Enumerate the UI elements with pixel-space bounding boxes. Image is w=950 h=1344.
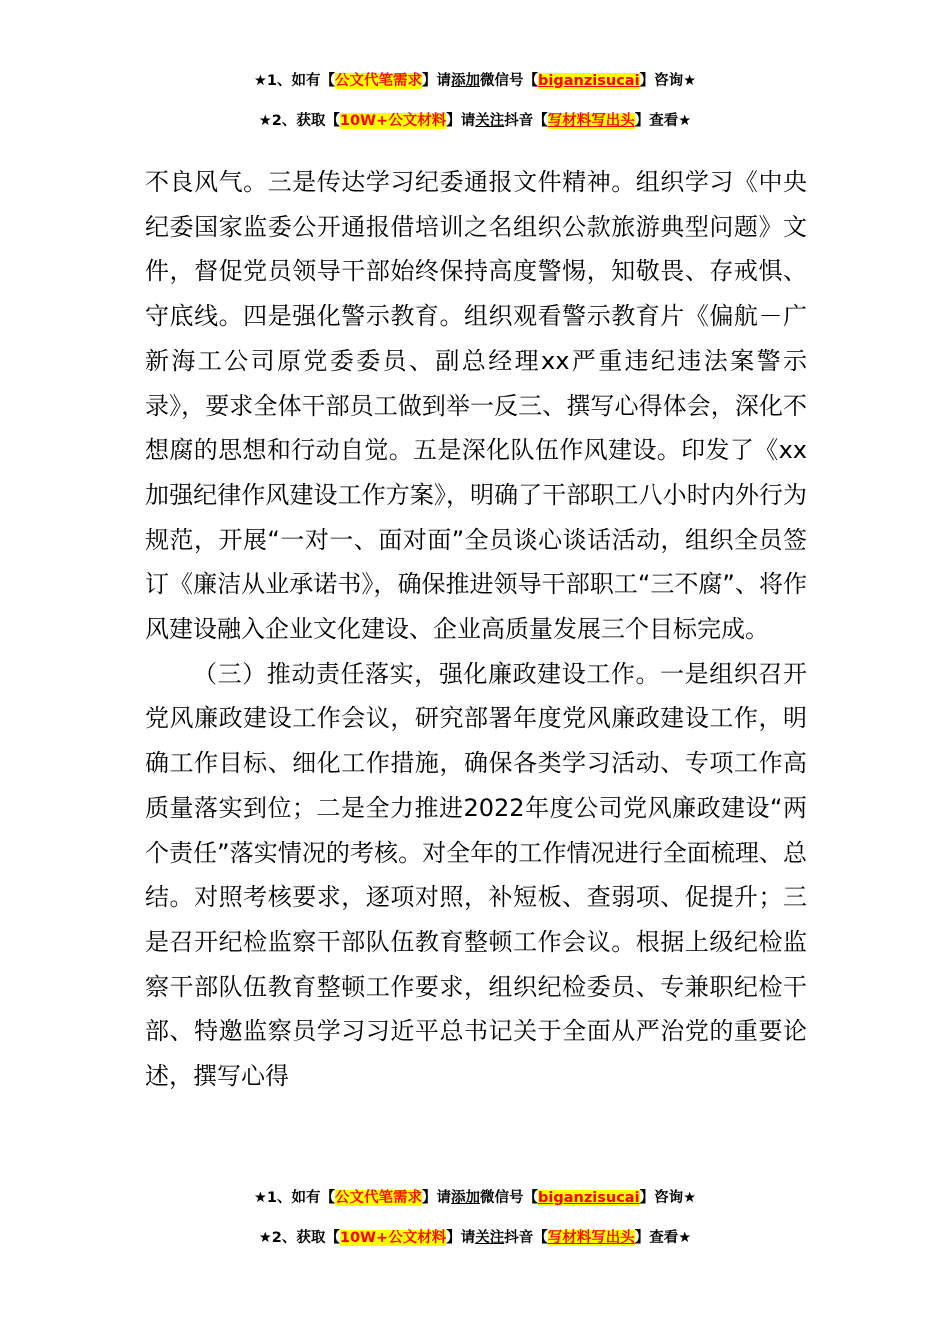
header-line1-wechat-id: biganzisucai: [538, 73, 640, 89]
footer-line2-mid2: 抖音【: [504, 1230, 548, 1246]
footer-line2-prefix: ★2、获取【: [258, 1230, 340, 1246]
footer-line2-mid1: 】请: [446, 1230, 476, 1246]
footer-line1-underlined: 添加: [451, 1190, 481, 1206]
header-line1-highlight-service: 公文代笔需求: [335, 73, 423, 89]
header-line2-prefix: ★2、获取【: [258, 113, 340, 129]
footer-line2-underlined: 关注: [475, 1230, 505, 1246]
footer-promo-line-1: [0, 1187, 950, 1209]
header-line2-highlight-materials: 10W+公文材料: [339, 113, 447, 129]
header-line1-prefix: ★1、如有【: [253, 73, 336, 89]
header-promo-line-2: [0, 110, 950, 132]
footer-line1-suffix: 】咨询★: [639, 1190, 697, 1206]
footer-line1-mid2: 微信号【: [480, 1190, 539, 1206]
footer-line2-suffix: 】查看★: [634, 1230, 692, 1246]
header-line2-mid2: 抖音【: [504, 113, 548, 129]
header-line1-mid1: 】请: [422, 73, 452, 89]
document-body: [145, 160, 807, 1099]
header-promo-line-1: [0, 70, 950, 92]
body-paragraph-1: 不良风气。三是传达学习纪委通报文件精神。组织学习《中央纪委国家监委公开通报借培训之名组织公款旅游典型问题》文件，督促党员领导干部始终保持高度警惕，知敬畏、存戒惧、守底线。四是强化警示教育。组织观看警示教育片《偏航－广新海工公司原党委委员、副总经理xx严重违纪违法案警示录》，要求全体干部员工做到举一反三、撰写心得体会，深化不想腐的思想和行动自觉。五是深化队伍作风建设。印发了《xx加强纪律作风建设工作方案》，明确了干部职工八小时内外行为规范，开展“一对一、面对面”全员谈心谈话活动，组织全员签订《廉洁从业承诺书》，确保推进领导干部职工“三不腐”、将作风建设融入企业文化建设、企业高质量发展三个目标完成。: [145, 168, 807, 644]
header-line2-suffix: 】查看★: [634, 113, 692, 129]
footer-line2-douyin-id: 写材料写出头: [547, 1230, 635, 1246]
footer-promo-line-2: [0, 1227, 950, 1249]
header-line1-underlined: 添加: [451, 73, 481, 89]
header-line2-douyin-id: 写材料写出头: [547, 113, 635, 129]
body-paragraph-2: （三）推动责任落实，强化廉政建设工作。一是组织召开党风廉政建设工作会议，研究部署年度党风廉政建设工作，明确工作目标、细化工作措施，确保各类学习活动、专项工作高质量落实到位；二是全力推进2022年度公司党风廉政建设“两个责任”落实情况的考核。对全年的工作情况进行全面梳理、总结。对照考核要求，逐项对照，补短板、查弱项、促提升；三是召开纪检监察干部队伍教育整顿工作会议。根据上级纪检监察干部队伍教育整顿工作要求，组织纪检委员、专兼职纪检干部、特邀监察员学习习近平总书记关于全面从严治党的重要论述，撰写心得: [145, 659, 807, 1091]
footer-line1-mid1: 】请: [422, 1190, 452, 1206]
footer-line1-highlight-service: 公文代笔需求: [335, 1190, 423, 1206]
footer-line1-prefix: ★1、如有【: [253, 1190, 336, 1206]
header-line1-suffix: 】咨询★: [639, 73, 697, 89]
header-line2-underlined: 关注: [475, 113, 505, 129]
header-line2-mid1: 】请: [446, 113, 476, 129]
header-line1-mid2: 微信号【: [480, 73, 539, 89]
footer-line1-wechat-id: biganzisucai: [538, 1190, 640, 1206]
footer-line2-highlight-materials: 10W+公文材料: [339, 1230, 447, 1246]
